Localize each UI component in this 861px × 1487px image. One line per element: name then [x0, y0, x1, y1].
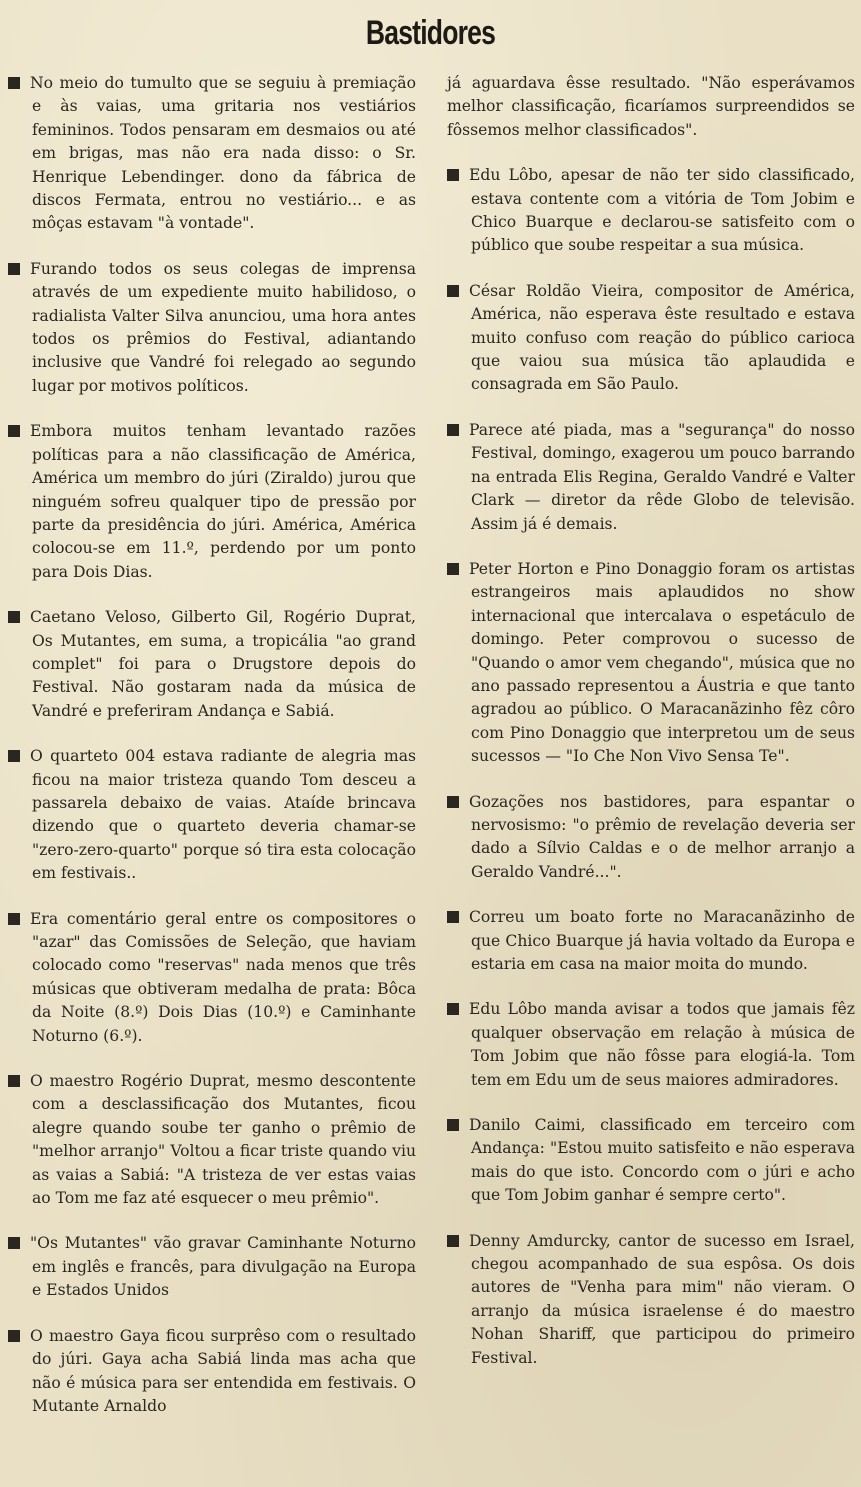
news-item-text: Parece até piada, mas a "segurança" do nosso Festival, domingo, exagerou um pouco barrando na entrada Elis Regina, Geraldo Vandré e Valter Clark — diretor da rêde Globo de televisão. Assim já é demais. [469, 420, 855, 533]
bullet-icon [447, 285, 459, 297]
news-item-text: O quarteto 004 estava radiante de alegria mas ficou na maior tristeza quando Tom desceu a passarela debaixo de vaias. Ataíde brincava dizendo que o quarteto deveria chamar-se "zero-zero-quarto" porque só tira esta colocação em festivais.. [30, 747, 416, 883]
news-item [447, 906, 855, 976]
news-item [8, 1070, 416, 1210]
bullet-icon [8, 611, 20, 623]
news-item [8, 606, 416, 723]
news-item [447, 1230, 855, 1370]
news-item [8, 420, 416, 584]
bullet-icon [447, 911, 459, 923]
news-item [447, 791, 855, 885]
news-item-text: Edu Lôbo manda avisar a todos que jamais fêz qualquer observação em relação à música de Tom Jobim que não fôsse para elogiá-la. Tom tem em Edu um de seus maiores admiradores. [469, 1000, 855, 1089]
bullet-icon [447, 796, 459, 808]
news-item-text: Era comentário geral entre os compositores o "azar" das Comissões de Seleção, que haviam colocado como "reservas" nada menos que três músicas que obtiveram medalha de prata: Bôca da Noite (8.º) Dois Dias (10.º) e Caminhante Noturno (6.º). [30, 909, 416, 1045]
bullet-icon [8, 263, 20, 275]
news-item-text: Correu um boato forte no Maracanãzinho de que Chico Buarque já havia voltado da Europa e estaria em casa na maior moita do mundo. [469, 908, 855, 973]
bullet-icon [447, 1235, 459, 1247]
news-item [8, 1325, 416, 1419]
news-item [447, 164, 855, 258]
right-column [447, 72, 855, 1392]
news-item [447, 998, 855, 1092]
bullet-icon [8, 913, 20, 925]
news-item-text: "Os Mutantes" vão gravar Caminhante Noturno em inglês e francês, para divulgação na Europa e Estados Unidos [30, 1234, 416, 1300]
news-item [447, 558, 855, 769]
news-item-text: Caetano Veloso, Gilberto Gil, Rogério Duprat, Os Mutantes, em suma, a tropicália "ao grand complet" foi para o Drugstore depois do Festival. Não gostaram nada da música de Vandré e preferiram Andança e Sabiá. [30, 608, 416, 720]
news-item [8, 72, 416, 236]
news-item-text: O maestro Gaya ficou surprêso com o resultado do júri. Gaya acha Sabiá linda mas acha que não é música para ser entendida em festivais. O Mutante Arnaldo [30, 1326, 416, 1415]
news-item-text: Edu Lôbo, apesar de não ter sido classificado, estava contente com a vitória de Tom Jobim e Chico Buarque e declarou-se satisfeito com o público que soube respeitar a sua música. [469, 166, 855, 255]
news-item [8, 1232, 416, 1302]
bullet-icon [447, 1119, 459, 1131]
news-item-text: Peter Horton e Pino Donaggio foram os artistas estrangeiros mais aplaudidos no show internacional que intercalava o espetáculo de domingo. Peter comprovou o sucesso de "Quando o amor vem chegando", música que no ano passado representou a Áustria e que tanto agradou ao público. O Maracanãzinho fêz côro com Pino Donaggio que interpretou um de seus sucessos — "Io Che Non Vivo Sensa Te". [469, 559, 855, 766]
news-item-text: Denny Amdurcky, cantor de sucesso em Israel, chegou acompanhado de sua espôsa. Os dois autores de "Venha para mim" não vieram. O arranjo da música israelense é do maestro Nohan Shariff, que participou do primeiro Festival. [469, 1231, 855, 1367]
news-item [8, 908, 416, 1048]
bullet-icon [447, 563, 459, 575]
article-title: Bastidores [365, 14, 496, 52]
news-item-text: Danilo Caimi, classificado em terceiro com Andança: "Estou muito satisfeito e não esperava mais do que isto. Concordo com o júri e acho que Tom Jobim ganhar é sempre certo". [469, 1116, 855, 1205]
news-item-text: O maestro Rogério Duprat, mesmo descontente com a desclassificação dos Mutantes, ficou alegre quando soube ter ganho o prêmio de "melhor arranjo" Voltou a ficar triste quando viu as vaias a Sabiá: "A tristeza de ver estas vaias ao Tom me faz até esquecer o meu prêmio". [30, 1072, 416, 1208]
news-item [8, 745, 416, 885]
left-column [8, 72, 416, 1440]
news-item [8, 258, 416, 398]
news-item-text: No meio do tumulto que se seguiu à premiação e às vaias, uma gritaria nos vestiários femininos. Todos pensaram em desmaios ou até em brigas, mas não era nada disso: o Sr. Henrique Lebendinger. dono da fábrica de discos Fermata, entrou no vestiário... e as môças estavam "à vontade". [30, 74, 416, 233]
bullet-icon [8, 750, 20, 762]
bullet-icon [447, 424, 459, 436]
bullet-icon [8, 1330, 20, 1342]
news-item-text: Embora muitos tenham levantado razões políticas para a não classificação de América, América um membro do júri (Ziraldo) jurou que ninguém sofreu qualquer tipo de pressão por parte da presidência do júri. América, América colocou-se em 11.º, perdendo por um ponto para Dois Dias. [30, 422, 416, 581]
bullet-icon [8, 1237, 20, 1249]
news-item [447, 419, 855, 536]
bullet-icon [8, 1075, 20, 1087]
bullet-icon [447, 169, 459, 181]
news-item-text: César Roldão Vieira, compositor de América, América, não esperava êste resultado e estava muito confuso com reação do público carioca que vaiou sua música tão aplaudida e consagrada em São Paulo. [469, 281, 855, 394]
news-item-text: Gozações nos bastidores, para espantar o nervosismo: "o prêmio de revelação deveria ser dado a Sílvio Caldas e o de melhor arranjo a Geraldo Vandré...". [469, 792, 855, 881]
bullet-icon [8, 77, 20, 89]
news-item [447, 1114, 855, 1208]
news-item-text: já aguardava êsse resultado. "Não esperávamos melhor classificação, ficaríamos surpreendidos se fôssemos melhor classificados". [447, 74, 855, 139]
bullet-icon [8, 425, 20, 437]
news-item [447, 280, 855, 397]
bullet-icon [447, 1003, 459, 1015]
news-item-text: Furando todos os seus colegas de imprensa através de um expediente muito habilidoso, o radialista Valter Silva anunciou, uma hora antes todos os prêmios do Festival, adiantando inclusive que Vandré foi relegado ao segundo lugar por motivos políticos. [30, 259, 416, 395]
news-item-continued [447, 72, 855, 142]
